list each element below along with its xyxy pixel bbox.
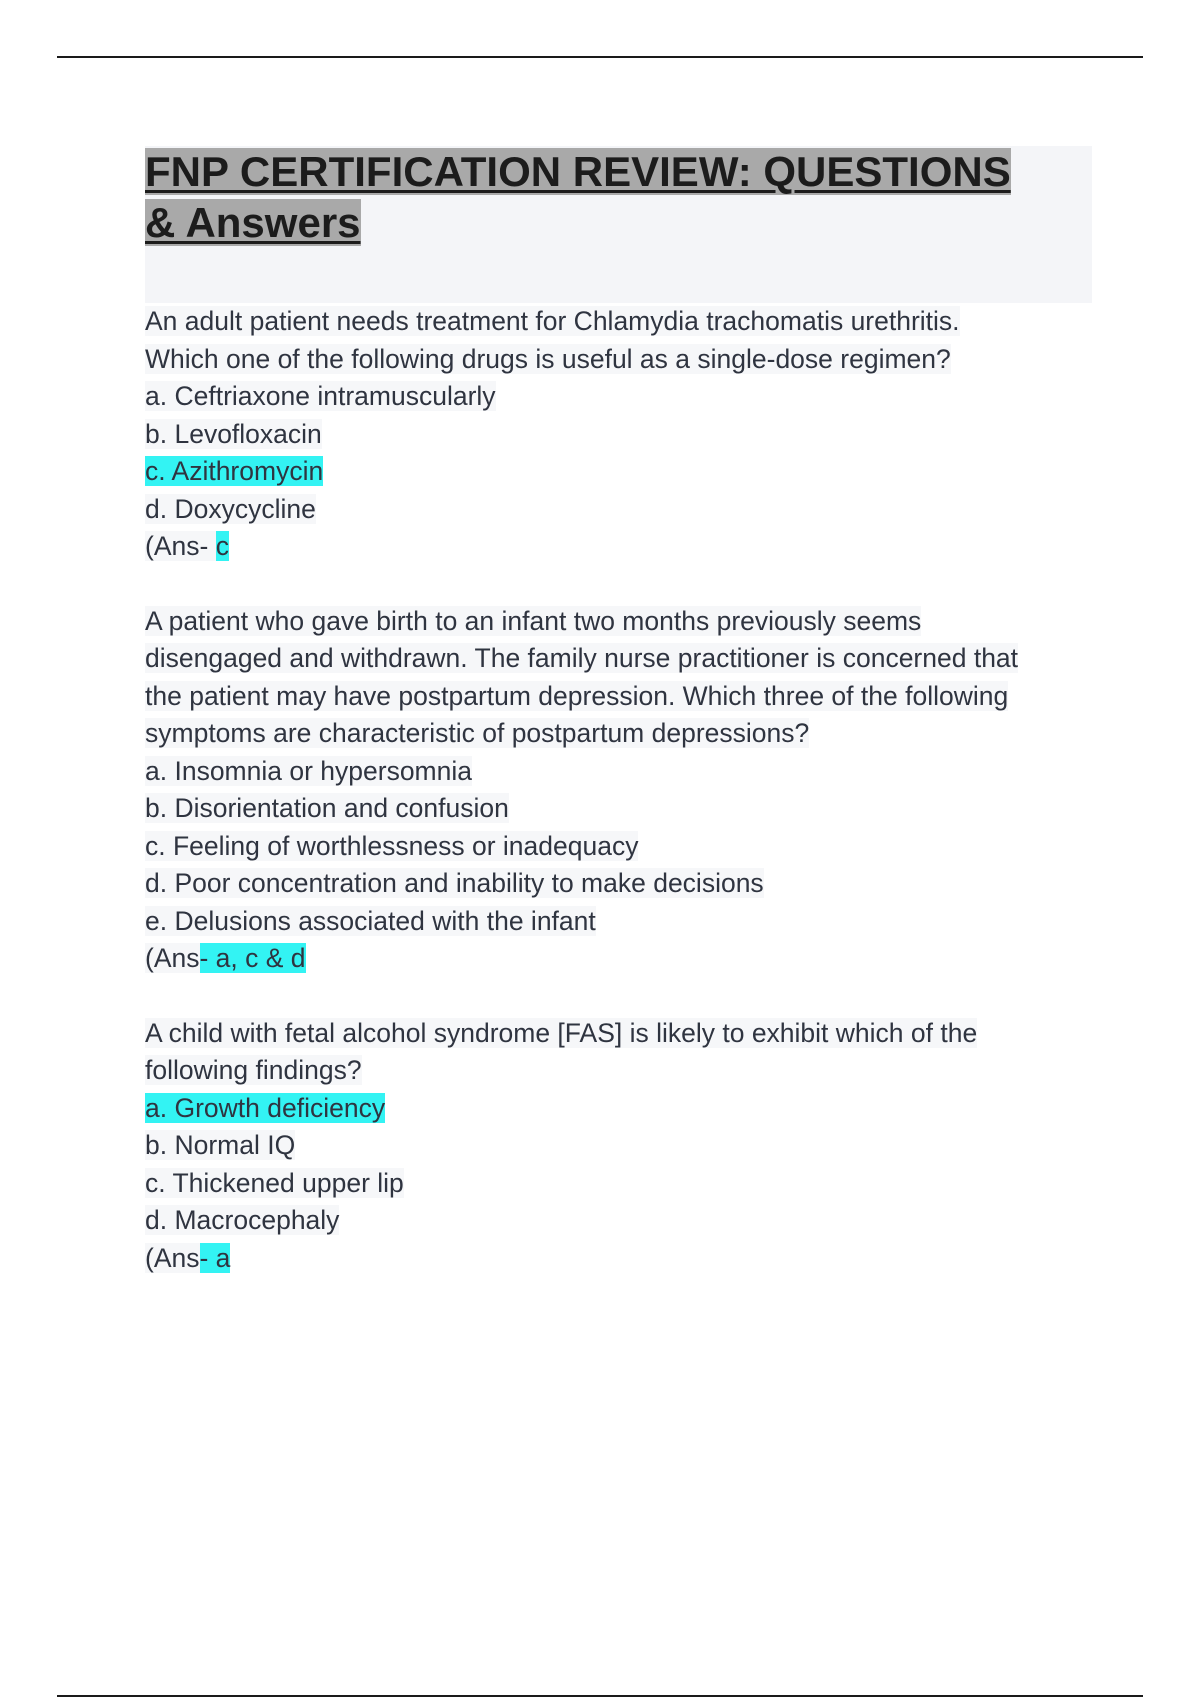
- answer-key-value: - a: [199, 1242, 231, 1273]
- answer-option: c. Feeling of worthlessness or inadequacy: [145, 830, 639, 861]
- top-rule: [57, 56, 1143, 58]
- answer-key: [145, 940, 1095, 978]
- question-stem-line: An adult patient needs treatment for Chlamydia trachomatis urethritis.: [145, 306, 960, 336]
- answer-key: [145, 1240, 1095, 1278]
- title-block: [145, 146, 1092, 303]
- question-stem-line: the patient may have postpartum depression. Which three of the following: [145, 680, 1009, 711]
- answer-key: [145, 528, 1095, 566]
- answer-key-label: (Ans-: [145, 531, 216, 561]
- answer-option: d. Poor concentration and inability to make decisions: [145, 868, 764, 898]
- spacer: [145, 566, 1095, 603]
- answer-key-label: (Ans: [145, 1242, 200, 1273]
- question-stem-line: A child with fetal alcohol syndrome [FAS] is likely to exhibit which of the: [145, 1017, 978, 1048]
- answer-option: b. Levofloxacin: [145, 418, 322, 449]
- answer-option: d. Macrocephaly: [145, 1205, 340, 1235]
- question-stem-line: symptoms are characteristic of postpartum depressions?: [145, 718, 810, 748]
- title-line-1: FNP CERTIFICATION REVIEW: QUESTIONS: [145, 148, 1011, 195]
- answer-option: e. Delusions associated with the infant: [145, 905, 596, 936]
- question-stem-line: A patient who gave birth to an infant two months previously seems: [145, 605, 922, 636]
- question-2: [145, 603, 1095, 978]
- answer-key-value: c: [215, 531, 229, 561]
- spacer: [145, 978, 1095, 1015]
- answer-option: d. Doxycycline: [145, 493, 316, 524]
- answer-key-label: (Ans: [145, 943, 200, 973]
- title-line-2: & Answers: [145, 199, 361, 246]
- answer-option-correct: a. Growth deficiency: [145, 1092, 386, 1123]
- document-body: [145, 146, 1095, 1277]
- answer-option: a. Insomnia or hypersomnia: [145, 755, 472, 786]
- answer-option-correct: c. Azithromycin: [145, 456, 324, 486]
- answer-option: c. Thickened upper lip: [145, 1167, 404, 1198]
- answer-key-value: - a, c & d: [199, 943, 306, 973]
- question-stem-line: following findings?: [145, 1055, 362, 1085]
- question-3: [145, 1015, 1095, 1278]
- page-title: [145, 146, 1092, 248]
- answer-option: b. Normal IQ: [145, 1130, 296, 1160]
- answer-option: b. Disorientation and confusion: [145, 793, 509, 823]
- question-1: [145, 303, 1095, 566]
- question-stem-line: Which one of the following drugs is useful as a single-dose regimen?: [145, 343, 951, 374]
- question-stem-line: disengaged and withdrawn. The family nurse practitioner is concerned that: [145, 643, 1019, 673]
- bottom-rule: [57, 1695, 1143, 1697]
- answer-option: a. Ceftriaxone intramuscularly: [145, 381, 496, 411]
